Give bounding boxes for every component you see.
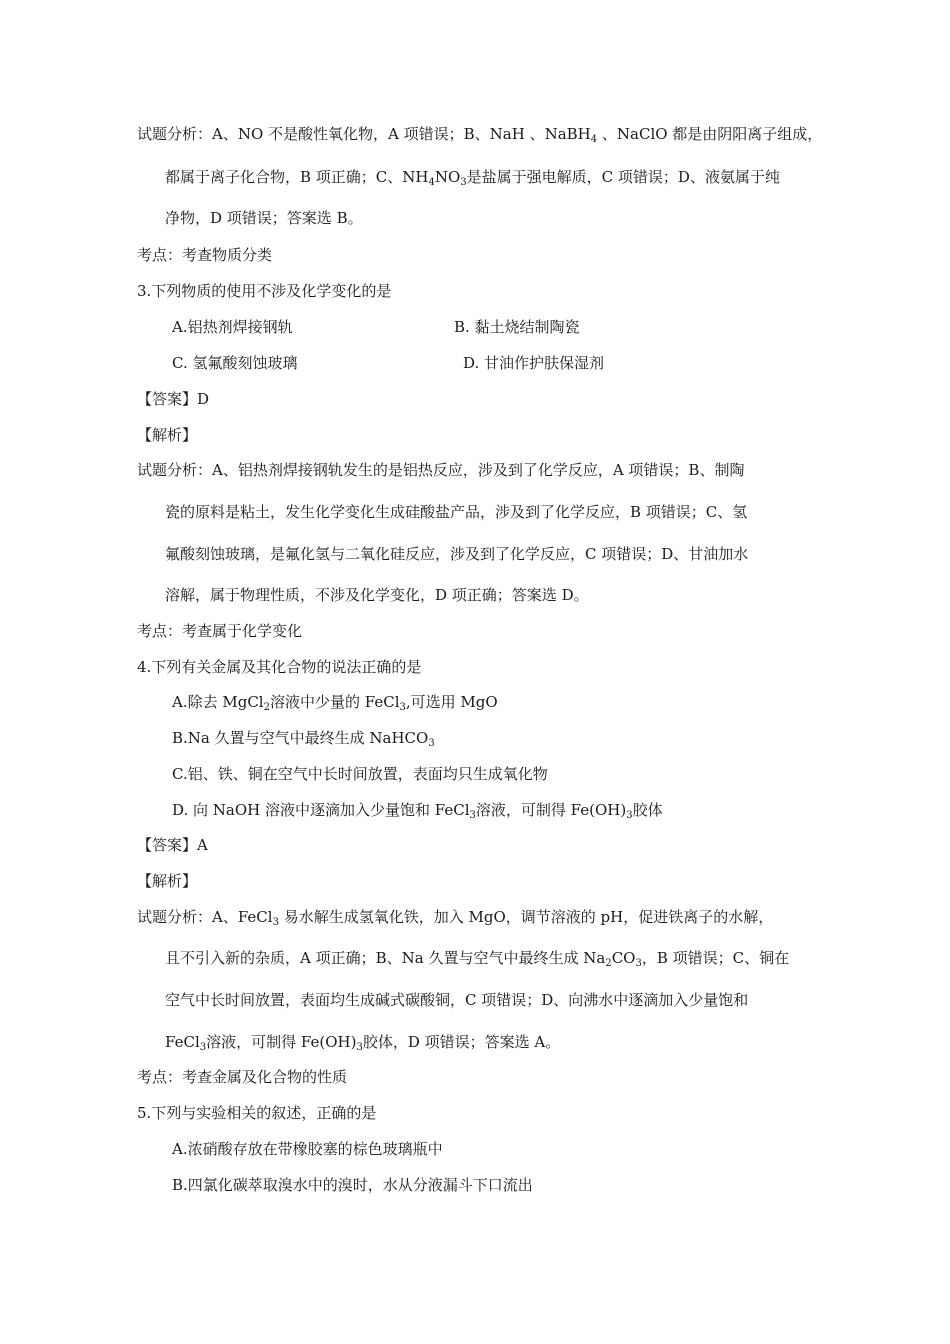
q2-analysis-line-1: 试题分析：A、NO 不是酸性氧化物，A 项错误；B、NaH 、NaBH$_4$ 、NaClO 都是由阴阳离子组成， [137, 125, 823, 145]
q4-option-a: A.除去 MgCl$_2$溶液中少量的 FeCl$_3$,可选用 MgO [172, 693, 498, 713]
q2-analysis-line-2: 都属于离子化合物，B 项正确；C、$NH_4NO_3$是盐属于强电解质，C 项错误；D、液氨属于纯 [165, 168, 780, 188]
q4-kaodian: 考点：考查金属及化合物的性质 [137, 1068, 348, 1086]
q2-analysis-line-3: 净物，D 项错误；答案选 B。 [165, 209, 363, 227]
q4-option-c: C.铝、铁、铜在空气中长时间放置，表面均只生成氧化物 [172, 765, 548, 783]
q3-jiexi-heading: 【解析】 [137, 426, 198, 444]
q4-analysis-line-4: FeCl$_3$溶液，可制得 $Fe(OH)_3$胶体，D 项错误；答案选 A。 [165, 1033, 561, 1053]
q3-answer: 【答案】D [137, 390, 210, 408]
q3-kaodian: 考点：考查属于化学变化 [137, 622, 303, 640]
q3-option-d: D. 甘油作护肤保湿剂 [463, 354, 605, 372]
q4-answer: 【答案】A [137, 836, 208, 854]
q3-stem: 3.下列物质的使用不涉及化学变化的是 [137, 282, 392, 300]
q4-analysis-line-1: 试题分析：A、FeCl$_3$ 易水解生成氢氧化铁，加入 MgO，调节溶液的 pH，促进铁离子的水解， [137, 908, 774, 928]
q4-analysis-line-2: 且不引入新的杂质，A 项正确；B、Na 久置与空气中最终生成 $Na_2CO_3$，B 项错误；C、铜在 [165, 949, 790, 969]
q3-analysis-line-3: 氟酸刻蚀玻璃，是氟化氢与二氧化硅反应，涉及到了化学反应，C 项错误；D、甘油加水 [165, 545, 749, 563]
q3-analysis-line-1: 试题分析：A、铝热剂焊接钢轨发生的是铝热反应，涉及到了化学反应，A 项错误；B、制陶 [137, 461, 745, 479]
q4-option-d: D. 向 NaOH 溶液中逐滴加入少量饱和 FeCl$_3$溶液，可制得 $Fe(OH)_3$胶体 [172, 801, 663, 821]
q3-option-a: A.铝热剂焊接钢轨 [172, 318, 293, 336]
q5-option-a: A.浓硝酸存放在带橡胶塞的棕色玻璃瓶中 [172, 1140, 443, 1158]
q2-kaodian: 考点：考查物质分类 [137, 246, 273, 264]
q4-analysis-line-3: 空气中长时间放置，表面均生成碱式碳酸铜，C 项错误；D、向沸水中逐滴加入少量饱和 [165, 991, 749, 1009]
q3-option-b: B. 黏土烧结制陶瓷 [454, 318, 580, 336]
q5-option-b: B.四氯化碳萃取溴水中的溴时，水从分液漏斗下口流出 [172, 1176, 533, 1194]
q4-stem: 4.下列有关金属及其化合物的说法正确的是 [137, 658, 422, 676]
q4-option-b: B.Na 久置与空气中最终生成 NaHCO$_3$ [172, 729, 435, 749]
q3-analysis-line-4: 溶解，属于物理性质，不涉及化学变化，D 项正确；答案选 D。 [165, 586, 589, 604]
q3-analysis-line-2: 瓷的原料是粘土，发生化学变化生成硅酸盐产品，涉及到了化学反应，B 项错误；C、氢 [165, 503, 748, 521]
q3-option-c: C. 氢氟酸刻蚀玻璃 [172, 354, 298, 372]
q5-stem: 5.下列与实验相关的叙述，正确的是 [137, 1104, 377, 1122]
q4-jiexi-heading: 【解析】 [137, 872, 198, 890]
